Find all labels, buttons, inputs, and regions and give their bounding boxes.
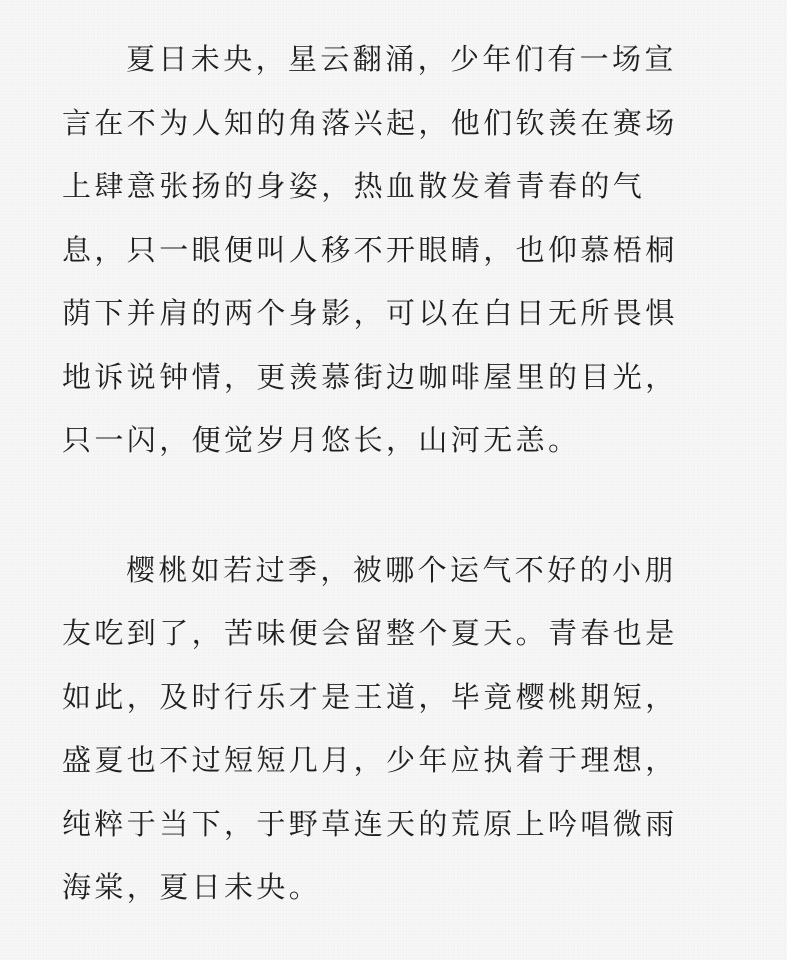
text-line: 纯粹于当下，于野草连天的荒原上吟唱微雨 — [62, 806, 678, 841]
paragraph-gap — [62, 473, 725, 539]
text-line: 海棠，夏日未央。 — [62, 870, 322, 904]
paragraph-1 — [62, 28, 722, 473]
text-line: 言在不为人知的角落兴起，他们钦羡在赛场 — [62, 105, 678, 140]
text-line: 夏日未央，星云翻涌，少年们有一场宣 — [126, 42, 677, 76]
text-line: 如此，及时行乐才是王道，毕竟樱桃期短， — [62, 679, 678, 714]
text-line: 荫下并肩的两个身影，可以在白日无所畏惧 — [62, 296, 678, 330]
text-line: 樱桃如若过季，被哪个运气不好的小朋 — [126, 552, 677, 587]
text-line: 上肆意张扬的身姿，热血散发着青春的气 — [62, 169, 646, 203]
text-line: 地诉说钟情，更羡慕街边咖啡屋里的目光， — [62, 359, 678, 394]
text-line: 只一闪，便觉岁月悠长，山河无恙。 — [62, 423, 581, 457]
text-line: 盛夏也不过短短几月，少年应执着于理想， — [62, 743, 678, 777]
text-line: 息，只一眼便叫人移不开眼睛，也仰慕梧桐 — [62, 232, 678, 267]
paragraph-2 — [62, 539, 722, 920]
text-line: 友吃到了，苦味便会留整个夏天。青春也是 — [62, 616, 678, 650]
